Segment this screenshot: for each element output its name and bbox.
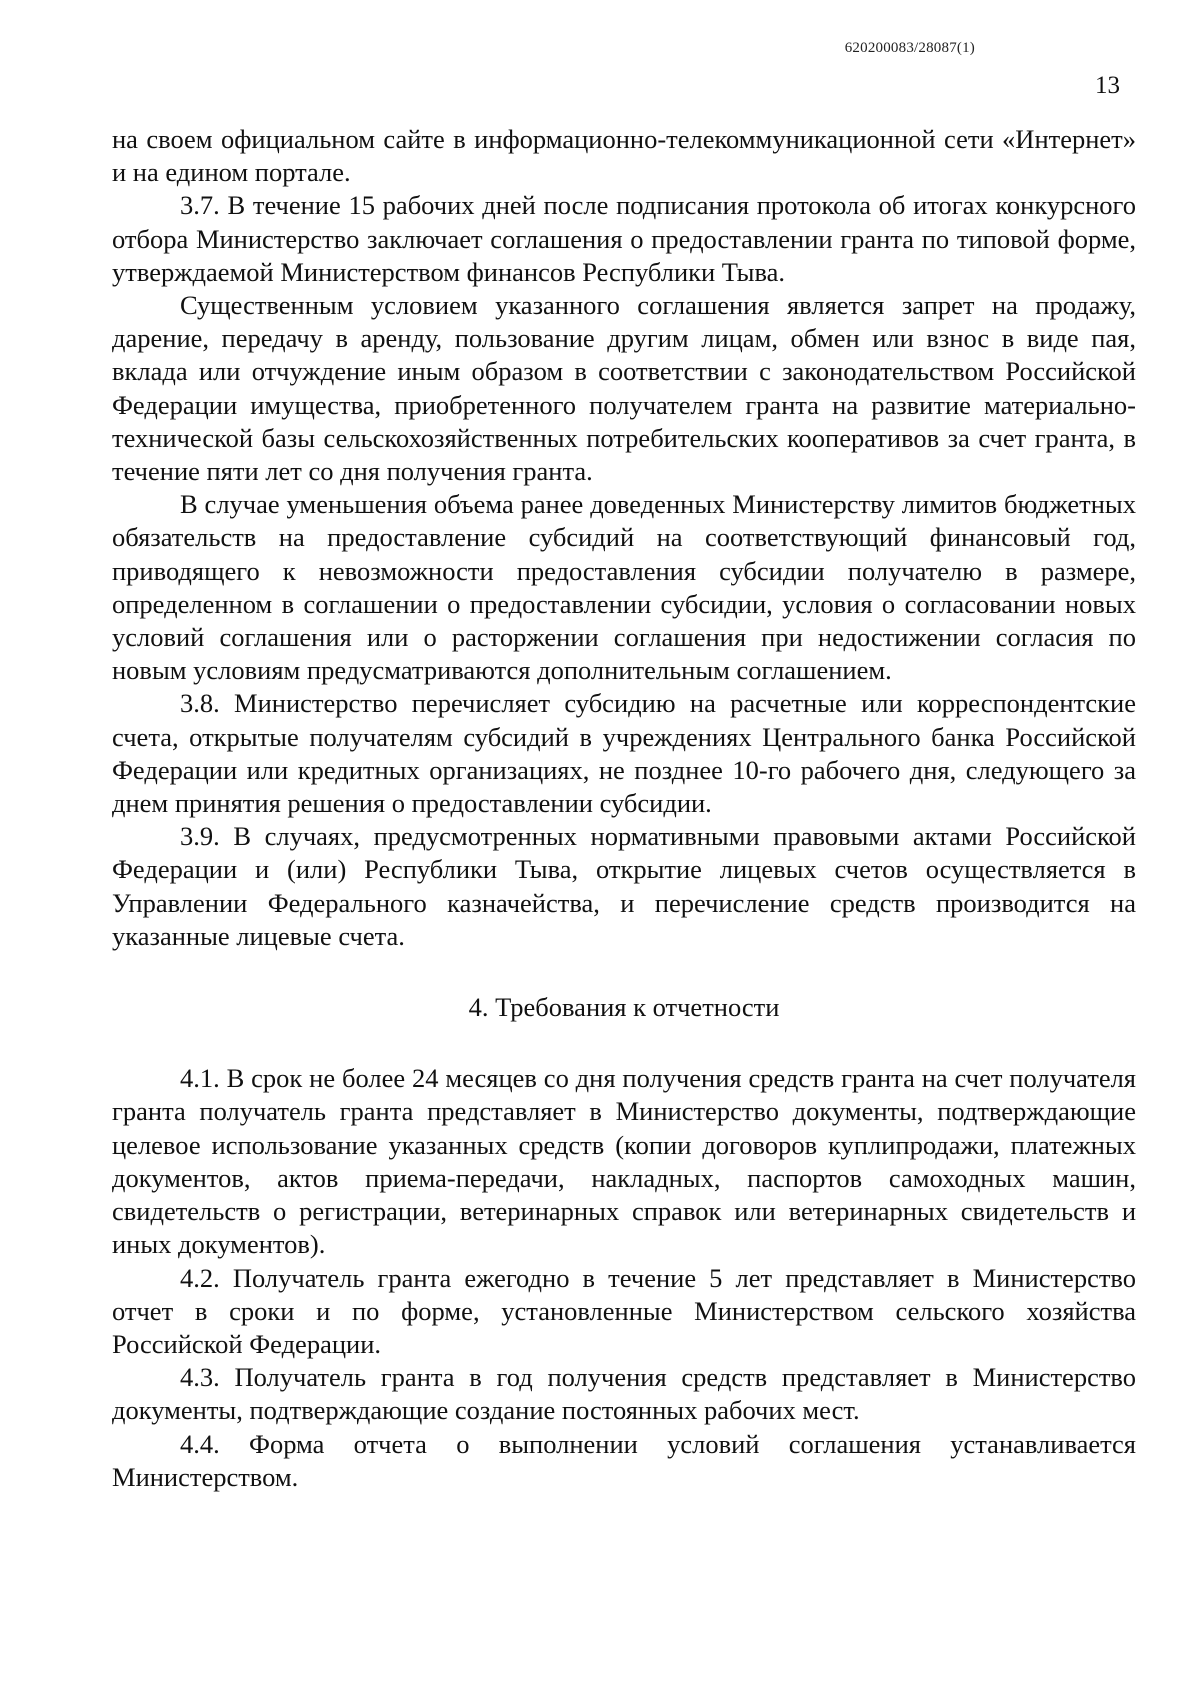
document-id: 620200083/28087(1) bbox=[844, 40, 975, 56]
paragraph-4-2: 4.2. Получатель гранта ежегодно в течение 5 лет представляет в Министерство отчет в сроки и по форме, установленные Министерством сельского хозяйства Российской Федерации. bbox=[112, 1262, 1136, 1359]
page-number: 13 bbox=[1095, 72, 1120, 99]
paragraph-3-9: 3.9. В случаях, предусмотренных нормативными правовыми актами Российской Федерации и (или) Республики Тыва, открытие лицевых счетов осуществляется в Управлении Федерального казначейства, и перечисление средств производится на указанные лицевые счета. bbox=[112, 821, 1136, 951]
paragraph-4-4: 4.4. Форма отчета о выполнении условий соглашения устанавливается Министерством. bbox=[112, 1428, 1136, 1492]
paragraph-3-8: 3.8. Министерство перечисляет субсидию на расчетные или корреспондентские счета, открытые получателям субсидий в учреждениях Центрального банка Российской Федерации или кредитных организациях, не позднее 10-го рабочего дня, следующего за днем принятия решения о предоставлении субсидии. bbox=[112, 688, 1136, 819]
document-body bbox=[112, 123, 1136, 1494]
paragraph-budget-reduction: В случае уменьшения объема ранее доведенных Министерству лимитов бюджетных обязательств на предоставление субсидий на соответствующий финансовый год, приводящего к невозможности предоставления субсидии получателю в размере, определенном в соглашении о предоставлении субсидии, условия о согласовании новых условий соглашения или о расторжении соглашения при недостижении согласия по новым условиям предусматриваются дополнительным соглашением. bbox=[112, 489, 1136, 686]
paragraph-continuation: на своем официальном сайте в информационно-телекоммуникационной сети «Интернет» и на едином портале. bbox=[112, 124, 1136, 188]
paragraph-4-3: 4.3. Получатель гранта в год получения средств представляет в Министерство документы, подтверждающие создание постоянных рабочих мест. bbox=[112, 1362, 1136, 1426]
section-heading-reporting: 4. Требования к отчетности bbox=[468, 992, 780, 1023]
paragraph-3-7: 3.7. В течение 15 рабочих дней после подписания протокола об итогах конкурсного отбора Министерство заключает соглашения о предоставлении гранта по типовой форме, утверждаемой Министерством финансов Республики Тыва. bbox=[112, 190, 1136, 287]
paragraph-4-1: 4.1. В срок не более 24 месяцев со дня получения средств гранта на счет получателя гранта получатель гранта представляет в Министерство документы, подтверждающие целевое использование указанных средств (копии договоров куплипродажи, платежных документов, актов приема-передачи, накладных, паспортов самоходных машин, свидетельств о регистрации, ветеринарных справок или ветеринарных свидетельств и иных документов). bbox=[112, 1063, 1136, 1260]
paragraph-essential-condition: Существенным условием указанного соглашения является запрет на продажу, дарение, передачу в аренду, пользование другим лицам, обмен или взнос в виде пая, вклада или отчуждение иным образом в соответствии с законодательством Российской Федерации имущества, приобретенного получателем гранта на развитие материально-технической базы сельскохозяйственных потребительских кооперативов за счет гранта, в течение пяти лет со дня получения гранта. bbox=[112, 290, 1136, 487]
